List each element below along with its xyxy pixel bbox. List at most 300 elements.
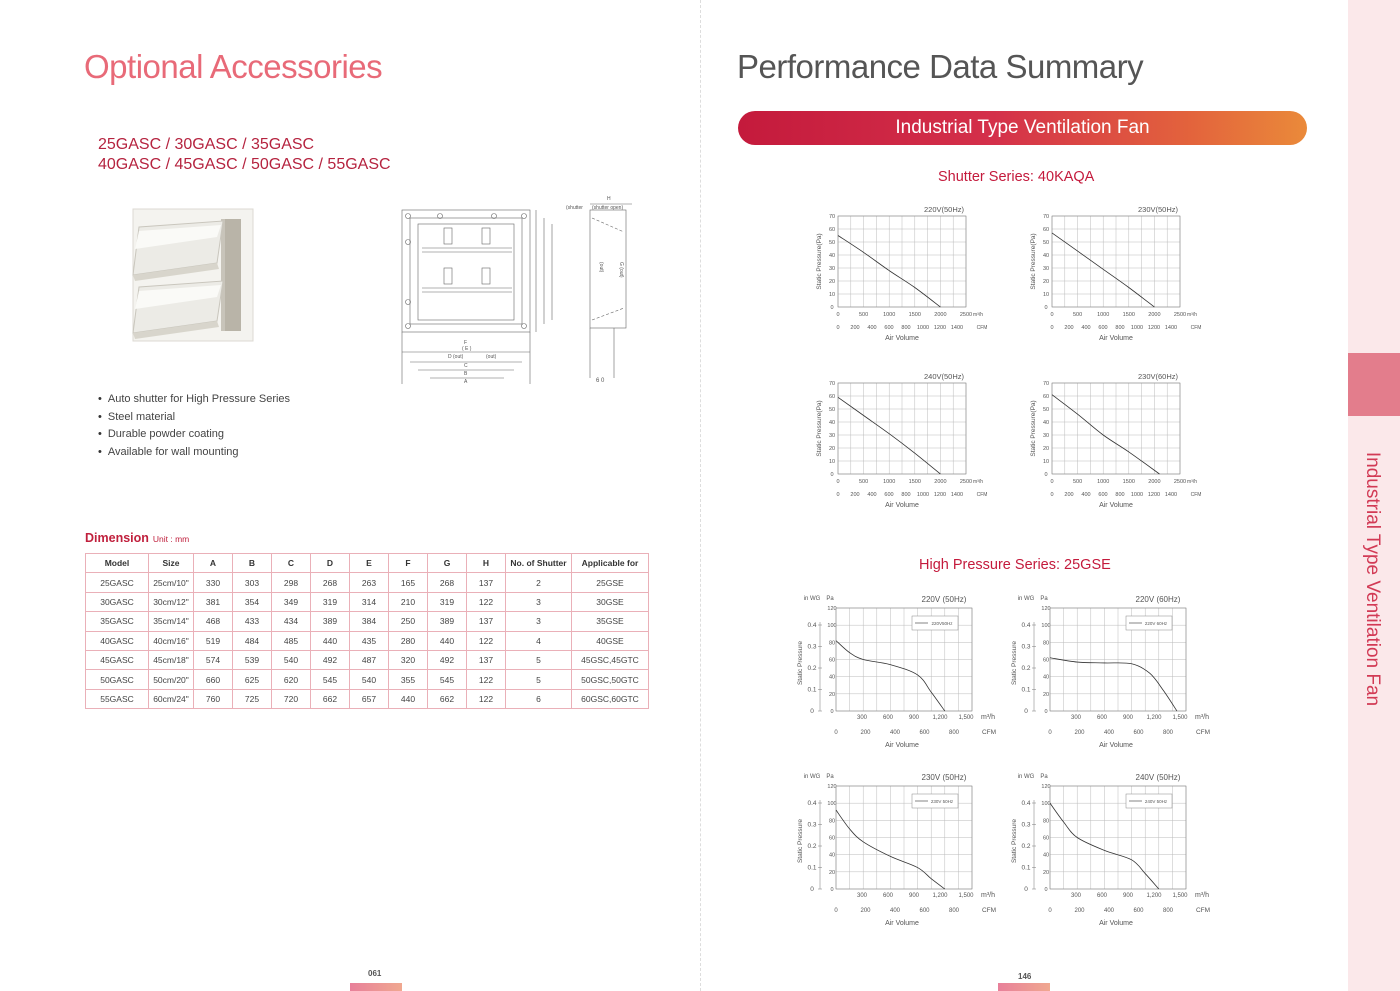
table-cell: 319: [311, 592, 350, 611]
inwg-unit: in WG: [803, 774, 821, 780]
cfm-tick-label: 600: [1133, 908, 1144, 914]
table-header-cell: B: [233, 554, 272, 573]
cfm-tick-label: 600: [919, 730, 930, 736]
table-cell: 35cm/14": [149, 612, 194, 631]
table-header-cell: No. of Shutter: [506, 554, 572, 573]
table-cell: 122: [467, 670, 506, 689]
table-cell: 320: [389, 650, 428, 669]
pa-unit: Pa: [1040, 774, 1048, 780]
high-pressure-series-title: High Pressure Series: 25GSE: [919, 557, 1111, 573]
pa-unit: Pa: [826, 596, 834, 602]
y-tick-label: 50: [828, 407, 836, 413]
table-cell: 35GASC: [86, 612, 149, 631]
cfm-tick-label: 0: [836, 325, 840, 331]
table-header-cell: Size: [149, 554, 194, 573]
table-cell: 384: [350, 612, 389, 631]
cfm-tick-label: 800: [948, 908, 960, 914]
x-tick-label: 0: [836, 479, 840, 485]
y-tick-label: 50: [1042, 240, 1050, 246]
y-tick-label: 40: [828, 420, 836, 426]
x-tick-label: 300: [856, 715, 868, 721]
inwg-tick-label: 0.1: [1021, 686, 1031, 694]
y-axis-label: Static Pressure(Pa): [816, 233, 823, 290]
inwg-tick-label: 0.3: [1021, 643, 1031, 651]
inwg-unit: in WG: [1017, 774, 1035, 780]
drawing-label-h: H: [607, 196, 611, 202]
y-axis-label: Static Pressure(Pa): [1030, 233, 1037, 290]
x-axis-label: Air Volume: [885, 742, 919, 749]
y-tick-label: 70: [1042, 381, 1050, 387]
cfm-tick-label: 600: [1098, 492, 1108, 498]
x-tick-label: 2500: [1173, 312, 1187, 318]
table-cell: 50GSC,50GTC: [572, 670, 649, 689]
y-tick-label: 10: [828, 459, 836, 465]
x-axis-label: Air Volume: [885, 335, 919, 342]
x-axis-label: Air Volume: [1099, 502, 1133, 509]
pa-tick-label: 80: [1042, 640, 1050, 647]
cfm-tick-label: 1000: [1130, 325, 1144, 331]
y-tick-label: 60: [828, 227, 836, 233]
pa-tick-label: 80: [1042, 818, 1050, 825]
pa-tick-label: 40: [1042, 852, 1050, 859]
side-label: [1361, 451, 1383, 707]
table-cell: 165: [389, 573, 428, 592]
table-cell: 2: [506, 573, 572, 592]
inwg-tick-label: 0.1: [1021, 864, 1031, 872]
table-cell: 487: [350, 650, 389, 669]
table-cell: 30GSE: [572, 592, 649, 611]
y-tick-label: 70: [828, 214, 836, 220]
x-tick-label: 2000: [1148, 312, 1161, 318]
table-cell: 60cm/24": [149, 689, 194, 708]
pa-tick-label: 0: [830, 709, 834, 715]
x-tick-label: 600: [1096, 893, 1108, 899]
pa-tick-label: 100: [827, 623, 837, 630]
pa-tick-label: 0: [1044, 887, 1048, 893]
table-cell: 268: [311, 573, 350, 592]
table-cell: 725: [233, 689, 272, 708]
table-cell: 137: [467, 650, 506, 669]
chart-title: 220V(50Hz): [923, 205, 965, 214]
x-axis-label: Air Volume: [1099, 742, 1133, 749]
table-cell: 298: [272, 573, 311, 592]
side-tab-marker: [1348, 353, 1400, 416]
drawing-label-out: (out): [486, 354, 497, 360]
inwg-tick-label: 0: [1024, 886, 1028, 893]
cfm-unit-label: CFM: [1190, 325, 1202, 331]
pa-tick-label: 120: [1041, 606, 1051, 612]
chart-title: 220V (60Hz): [1135, 595, 1181, 604]
x-tick-label: 900: [1122, 893, 1134, 899]
x-unit-label: m³/h: [973, 312, 983, 318]
table-cell: 485: [272, 631, 311, 650]
pa-tick-label: 20: [1042, 869, 1050, 876]
table-header-cell: C: [272, 554, 311, 573]
cfm-tick-label: 200: [850, 492, 860, 498]
cfm-tick-label: 200: [1064, 492, 1074, 498]
y-axis-label: Static Pressure: [1011, 818, 1018, 864]
cfm-tick-label: 800: [1162, 730, 1174, 736]
y-tick-label: 70: [1042, 214, 1050, 220]
x-tick-label: 900: [908, 893, 920, 899]
table-cell: 492: [311, 650, 350, 669]
x-tick-label: 900: [908, 715, 920, 721]
shutter-chart: [1030, 372, 1201, 509]
x-tick-label: 1,500: [958, 715, 974, 721]
y-axis-label: Static Pressure: [797, 640, 804, 686]
y-tick-label: 0: [830, 472, 834, 478]
table-cell: 35GSE: [572, 612, 649, 631]
cfm-tick-label: 0: [834, 730, 838, 736]
legend-label: 220V50Hz: [931, 621, 953, 626]
y-tick-label: 50: [1042, 407, 1050, 413]
inwg-tick-label: 0.2: [807, 843, 817, 850]
inwg-tick-label: 0.2: [1021, 843, 1031, 850]
x-unit-label: m³/h: [981, 892, 995, 899]
side-label-text: Industrial Type Ventilation Fan: [1362, 451, 1383, 707]
table-cell: 137: [467, 573, 506, 592]
x-tick-label: 1,200: [1146, 715, 1162, 721]
cfm-tick-label: 400: [867, 492, 877, 498]
x-tick-label: 1,500: [1172, 893, 1188, 899]
shutter-chart: [816, 205, 987, 342]
x-tick-label: 300: [856, 893, 868, 899]
table-cell: 50cm/20": [149, 670, 194, 689]
table-cell: 25cm/10": [149, 573, 194, 592]
x-tick-label: 2500: [959, 479, 973, 485]
hp-chart: [1011, 595, 1210, 749]
page-title-right: Performance Data Summary: [737, 48, 1144, 85]
x-tick-label: 1,500: [1172, 715, 1188, 721]
chart-title: 230V (50Hz): [921, 773, 967, 782]
table-cell: 280: [389, 631, 428, 650]
table-cell: 434: [272, 612, 311, 631]
section-banner-text: Industrial Type Ventilation Fan: [895, 117, 1150, 138]
pa-tick-label: 100: [827, 801, 837, 808]
table-cell: 540: [272, 650, 311, 669]
cfm-tick-label: 600: [884, 492, 894, 498]
model-list-line-1: 25GASC / 30GASC / 35GASC: [98, 136, 315, 153]
inwg-unit: in WG: [1017, 596, 1035, 602]
x-tick-label: 1000: [883, 312, 896, 318]
legend-label: 240V 50Hz: [1144, 799, 1168, 804]
drawing-label-out-vertical: (out): [598, 262, 604, 273]
cfm-tick-label: 1000: [916, 492, 930, 498]
cfm-unit-label: CFM: [981, 907, 997, 914]
pa-tick-label: 60: [828, 657, 836, 664]
x-tick-label: 1,200: [932, 893, 948, 899]
table-cell: 122: [467, 592, 506, 611]
chart-title: 220V (50Hz): [921, 595, 967, 604]
cfm-tick-label: 200: [1064, 325, 1074, 331]
table-cell: 492: [428, 650, 467, 669]
table-cell: 30cm/12": [149, 592, 194, 611]
table-cell: 440: [389, 689, 428, 708]
inwg-tick-label: 0.3: [1021, 821, 1031, 829]
drawing-label-60: 6 0: [596, 378, 605, 384]
y-tick-label: 30: [828, 266, 836, 272]
table-cell: 468: [194, 612, 233, 631]
table-cell: 662: [428, 689, 467, 708]
chart-title: 230V(50Hz): [1137, 205, 1179, 214]
cfm-tick-label: 0: [834, 908, 838, 914]
chart-title: 240V(50Hz): [923, 372, 965, 381]
cfm-tick-label: 400: [1081, 492, 1091, 498]
y-tick-label: 30: [828, 433, 836, 439]
x-tick-label: 1000: [1097, 479, 1110, 485]
cfm-tick-label: 800: [1162, 908, 1174, 914]
table-cell: 319: [428, 592, 467, 611]
hp-chart: [797, 595, 996, 749]
cfm-tick-label: 0: [1050, 325, 1054, 331]
table-cell: 268: [428, 573, 467, 592]
table-cell: 620: [272, 670, 311, 689]
pa-tick-label: 0: [830, 887, 834, 893]
table-cell: 263: [350, 573, 389, 592]
y-axis-label: Static Pressure(Pa): [1030, 400, 1037, 457]
x-tick-label: 0: [836, 312, 840, 318]
page-title: Optional Accessories: [84, 48, 383, 85]
cfm-tick-label: 200: [1074, 730, 1085, 736]
feature-item: • Steel material: [98, 409, 290, 427]
pa-tick-label: 20: [828, 869, 836, 876]
chart-title: 240V (50Hz): [1135, 773, 1181, 782]
x-tick-label: 0: [1050, 312, 1054, 318]
y-tick-label: 20: [828, 279, 836, 285]
table-cell: 30GASC: [86, 592, 149, 611]
cfm-tick-label: 1400: [950, 492, 964, 498]
table-header-cell: E: [350, 554, 389, 573]
cfm-unit-label: CFM: [1195, 729, 1211, 736]
cfm-tick-label: 800: [901, 325, 911, 331]
inwg-tick-label: 0.2: [1021, 665, 1031, 672]
cfm-tick-label: 600: [1133, 730, 1144, 736]
pa-tick-label: 60: [828, 835, 836, 842]
pa-tick-label: 100: [1041, 801, 1051, 808]
cfm-tick-label: 1200: [933, 492, 947, 498]
y-tick-label: 0: [1044, 305, 1048, 311]
table-cell: 574: [194, 650, 233, 669]
cfm-tick-label: 800: [1115, 492, 1125, 498]
x-tick-label: 2000: [934, 312, 947, 318]
cfm-tick-label: 400: [889, 908, 901, 914]
cfm-tick-label: 200: [1074, 908, 1085, 914]
table-cell: 60GSC,60GTC: [572, 689, 649, 708]
y-tick-label: 10: [1042, 459, 1050, 465]
table-header-cell: A: [194, 554, 233, 573]
cfm-tick-label: 400: [889, 730, 901, 736]
model-list-line-2: 40GASC / 45GASC / 50GASC / 55GASC: [98, 156, 391, 173]
inwg-tick-label: 0: [1024, 708, 1028, 715]
page-number-right: 146: [1018, 972, 1032, 981]
table-cell: 45GASC: [86, 650, 149, 669]
table-cell: 349: [272, 592, 311, 611]
cfm-unit-label: CFM: [976, 492, 988, 498]
pa-tick-label: 40: [1042, 674, 1050, 681]
x-tick-label: 2500: [1173, 479, 1187, 485]
x-tick-label: 500: [859, 312, 869, 318]
cfm-tick-label: 400: [867, 325, 877, 331]
y-tick-label: 60: [828, 394, 836, 400]
table-cell: 55GASC: [86, 689, 149, 708]
cfm-tick-label: 0: [1048, 908, 1052, 914]
drawing-label-f: F: [464, 340, 468, 346]
x-tick-label: 600: [882, 715, 894, 721]
feature-item: • Durable powder coating: [98, 426, 290, 444]
cfm-unit-label: CFM: [1190, 492, 1202, 498]
table-cell: 389: [428, 612, 467, 631]
x-tick-label: 1500: [1122, 479, 1135, 485]
x-tick-label: 2500: [959, 312, 973, 318]
table-cell: 625: [233, 670, 272, 689]
shutter-series-title: Shutter Series: 40KAQA: [938, 169, 1095, 185]
inwg-unit: in WG: [803, 596, 821, 602]
cfm-tick-label: 1400: [950, 325, 964, 331]
performance-curve: [1052, 395, 1160, 474]
cfm-tick-label: 600: [1098, 325, 1108, 331]
x-tick-label: 1,200: [932, 715, 948, 721]
cfm-tick-label: 0: [1048, 730, 1052, 736]
drawing-label-b: B: [464, 371, 468, 377]
table-cell: 5: [506, 650, 572, 669]
table-cell: 484: [233, 631, 272, 650]
hp-chart: [797, 773, 996, 927]
table-cell: 45cm/18": [149, 650, 194, 669]
shutter-chart: [1030, 205, 1201, 342]
y-tick-label: 20: [828, 446, 836, 452]
x-axis-label: Air Volume: [1099, 335, 1133, 342]
cfm-tick-label: 0: [1050, 492, 1054, 498]
table-cell: 440: [428, 631, 467, 650]
x-tick-label: 1,200: [1146, 893, 1162, 899]
table-cell: 40GSE: [572, 631, 649, 650]
y-tick-label: 50: [828, 240, 836, 246]
table-cell: 250: [389, 612, 428, 631]
drawing-label-a: A: [464, 379, 468, 385]
y-axis-label: Static Pressure: [797, 818, 804, 864]
inwg-tick-label: 0.4: [1021, 622, 1031, 629]
table-cell: 660: [194, 670, 233, 689]
table-header-cell: Applicable for: [572, 554, 649, 573]
dimension-title: Dimension: [85, 531, 149, 545]
cfm-tick-label: 600: [884, 325, 894, 331]
x-unit-label: m³/h: [973, 479, 983, 485]
table-cell: 3: [506, 592, 572, 611]
y-tick-label: 30: [1042, 433, 1050, 439]
table-header-cell: G: [428, 554, 467, 573]
pa-tick-label: 60: [1042, 835, 1050, 842]
pa-tick-label: 120: [1041, 784, 1051, 790]
x-tick-label: 2000: [934, 479, 947, 485]
y-tick-label: 0: [830, 305, 834, 311]
table-cell: 545: [311, 670, 350, 689]
cfm-tick-label: 400: [1081, 325, 1091, 331]
table-header-cell: H: [467, 554, 506, 573]
inwg-tick-label: 0.2: [807, 665, 817, 672]
feature-item: • Available for wall mounting: [98, 444, 290, 462]
pa-tick-label: 40: [828, 852, 836, 859]
table-header-cell: F: [389, 554, 428, 573]
pa-tick-label: 20: [1042, 691, 1050, 698]
pa-tick-label: 100: [1041, 623, 1051, 630]
cfm-tick-label: 200: [850, 325, 860, 331]
x-tick-label: 600: [882, 893, 894, 899]
shutter-chart: [816, 372, 987, 509]
table-cell: 381: [194, 592, 233, 611]
cfm-unit-label: CFM: [1195, 907, 1211, 914]
table-cell: 40cm/16": [149, 631, 194, 650]
table-cell: 303: [233, 573, 272, 592]
inwg-tick-label: 0.3: [807, 643, 817, 651]
pa-tick-label: 60: [1042, 657, 1050, 664]
x-axis-label: Air Volume: [1099, 920, 1133, 927]
inwg-tick-label: 0.4: [807, 800, 817, 807]
cfm-tick-label: 1200: [933, 325, 947, 331]
table-cell: 760: [194, 689, 233, 708]
table-cell: 40GASC: [86, 631, 149, 650]
pa-tick-label: 20: [828, 691, 836, 698]
y-tick-label: 40: [1042, 420, 1050, 426]
table-cell: 45GSC,45GTC: [572, 650, 649, 669]
cfm-tick-label: 1400: [1164, 492, 1178, 498]
cfm-tick-label: 200: [860, 908, 871, 914]
pa-tick-label: 80: [828, 818, 836, 825]
x-tick-label: 1,500: [958, 893, 974, 899]
y-tick-label: 20: [1042, 279, 1050, 285]
pa-unit: Pa: [1040, 596, 1048, 602]
table-cell: 720: [272, 689, 311, 708]
performance-curve: [1050, 658, 1177, 711]
y-tick-label: 10: [828, 292, 836, 298]
table-cell: 354: [233, 592, 272, 611]
x-unit-label: m³/h: [1187, 479, 1197, 485]
table-cell: 657: [350, 689, 389, 708]
table-cell: 519: [194, 631, 233, 650]
table-cell: 210: [389, 592, 428, 611]
cfm-tick-label: 800: [948, 730, 960, 736]
x-tick-label: 300: [1070, 893, 1082, 899]
inwg-tick-label: 0: [810, 886, 814, 893]
inwg-tick-label: 0.4: [1021, 800, 1031, 807]
table-cell: 4: [506, 631, 572, 650]
table-cell: 25GASC: [86, 573, 149, 592]
pa-tick-label: 0: [1044, 709, 1048, 715]
y-tick-label: 20: [1042, 446, 1050, 452]
x-axis-label: Air Volume: [885, 920, 919, 927]
cfm-tick-label: 0: [836, 492, 840, 498]
x-unit-label: m³/h: [1195, 714, 1209, 721]
table-cell: 389: [311, 612, 350, 631]
table-cell: 137: [467, 612, 506, 631]
table-cell: 314: [350, 592, 389, 611]
cfm-tick-label: 600: [919, 908, 930, 914]
x-tick-label: 1500: [1122, 312, 1135, 318]
table-cell: 50GASC: [86, 670, 149, 689]
x-tick-label: 600: [1096, 715, 1108, 721]
table-cell: 545: [428, 670, 467, 689]
table-cell: 440: [311, 631, 350, 650]
feature-item: • Auto shutter for High Pressure Series: [98, 391, 290, 409]
drawing-label-e: ( E ): [462, 346, 472, 352]
cfm-tick-label: 1400: [1164, 325, 1178, 331]
table-cell: 122: [467, 631, 506, 650]
table-cell: 25GSE: [572, 573, 649, 592]
x-tick-label: 2000: [1148, 479, 1161, 485]
y-axis-label: Static Pressure: [1011, 640, 1018, 686]
y-tick-label: 40: [828, 253, 836, 259]
inwg-tick-label: 0: [810, 708, 814, 715]
x-tick-label: 500: [1073, 479, 1083, 485]
